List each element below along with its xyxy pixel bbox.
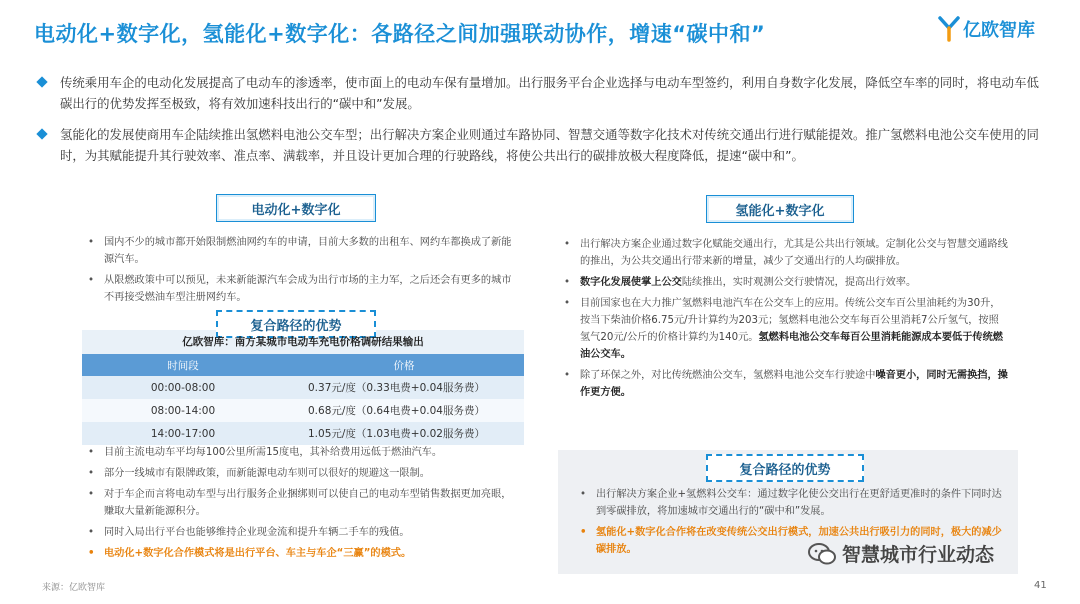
intro-text: 传统乘用车企的电动化发展提高了电动车的渗透率，使市面上的电动车保有量增加。出行服务平台企业选择与电动车型签约，利用自身数字化发展，降低空车率的同时，将电动车低碳出行的优势发挥至极致，将有效加速科技出行的“碳中和”发展。 [60,75,1039,111]
table-cell: 14:00-17:00 [82,422,284,445]
section-label-electric: 电动化+数字化 [216,194,376,222]
highlight-item: • 氢能化+数字化合作将在改变传统公交出行模式，加速公共出行吸引力的同时，极大的减少碳排放。 [574,524,1004,558]
item-text: 出行解决方案企业通过数字化赋能交通出行，尤其是公共出行领域。定制化公交与智慧交通路线的推出，为公共交通出行带来新的增量，减少了交通出行的人均碳排放。 [580,239,1008,267]
table-header-price: 价格 [284,354,524,376]
highlight-item: • 电动化+数字化合作模式将是出行平台、车主与车企“三赢”的模式。 [82,545,514,562]
item-text: 陆续推出，实时观测公交行驶情况，提高出行效率。 [681,277,917,288]
list-item: • 同时入局出行平台也能够维持企业现金流和提升车辆二手车的残值。 [82,524,514,541]
composite-label-left: 复合路径的优势 [216,310,376,338]
price-table [82,354,524,445]
intro-bullet-2 [38,124,1048,166]
list-item: • 出行解决方案企业+氢燃料公交车：通过数字化使公交出行在更舒适更准时的条件下同时达到零碳排放，将加速城市交通出行的“碳中和”发展。 [574,486,1004,520]
page-number: 41 [1034,580,1047,591]
table-cell: 0.68元/度（0.64电费+0.04服务费） [284,399,524,422]
list-item [558,274,1008,291]
list-item: • 部分一线城市有限牌政策，而新能源电动车则可以很好的规避这一限制。 [82,465,514,482]
table-header-time: 时间段 [82,354,284,376]
item-bold: 数字化发展使掌上公交 [580,277,682,288]
list-item [558,295,1008,363]
item-text: 目前国家也在大力推广氢燃料电池汽车在公交车上的应用。传统公交车百公里油耗约为30升，按当下柴油价格6.75元/升计算约为203元；氢燃料电池公交车每百公里消耗7公斤氢气，按照氢气20元/公斤的价格计算约为140元。 [580,298,1001,343]
list-item: • 对于车企而言将电动车型与出行服务企业捆绑则可以使自己的电动车型销售数据更加亮眼，赚取大量新能源积分。 [82,486,514,520]
wechat-icon [808,543,836,565]
table-cell: 1.05元/度（1.03电费+0.02服务费） [284,422,524,445]
table-title: 亿欧智库：南方某城市电动车充电价格调研结果输出 [182,336,424,348]
brand-logo [938,16,1035,42]
table-row [82,376,524,399]
table-cell: 08:00-14:00 [82,399,284,422]
section-label-hydrogen: 氢能化+数字化 [706,195,854,223]
source-note: 来源：亿欧智库 [42,583,106,593]
list-item: • 目前主流电动车平均每100公里所需15度电，其补给费用远低于燃油汽车。 [82,444,514,461]
table-cell: 0.37元/度（0.33电费+0.04服务费） [284,376,524,399]
intro-text: 氢能化的发展使商用车企陆续推出氢燃料电池公交车型；出行解决方案企业则通过车路协同、智慧交通等数字化技术对传统交通出行进行赋能提效。推广氢燃料电池公交车使用的同时，为其赋能提升其行驶效率、准点率、满载率，并且设计更加合理的行驶路线，将使公共出行的碳排放极大程度降低，提速“碳中和”。 [60,127,1039,163]
intro-bullet-1 [38,72,1048,114]
diamond-bullet-icon [36,128,47,139]
list-item [558,367,1008,401]
watermark-text: 智慧城市行业动态 [842,544,995,566]
composite-label-right: 复合路径的优势 [706,454,864,482]
page-title: 电动化+数字化，氢能化+数字化：各路径之间加强联动协作，增速“碳中和” [34,22,766,46]
item-bold: 氢燃料电池公交车每百公里消耗能源成本要低于传统燃油公交车。 [580,332,1003,360]
item-text: 除了环保之外，对比传统燃油公交车，氢燃料电池公交车行驶途中 [580,370,876,381]
item-bold: 噪音更小，同时无需换挡，操作更方便。 [580,370,1008,398]
left-bottom-list [82,444,514,566]
brand-name: 亿欧智库 [963,20,1035,41]
table-row [82,399,524,422]
watermark [808,540,994,567]
table-cell: 00:00-08:00 [82,376,284,399]
diamond-bullet-icon [36,76,47,87]
logo-icon [938,16,960,42]
list-item [558,236,1008,270]
list-item: • 国内不少的城市都开始限制燃油网约车的申请，目前大多数的出租车、网约车都换成了新能源汽车。 [82,234,512,268]
left-top-list [82,234,512,310]
table-row [82,422,524,445]
list-item: • 从限燃政策中可以预见，未来新能源汽车会成为出行市场的主力军，之后还会有更多的城市不再接受燃油车型注册网约车。 [82,272,512,306]
right-list [558,230,1008,442]
